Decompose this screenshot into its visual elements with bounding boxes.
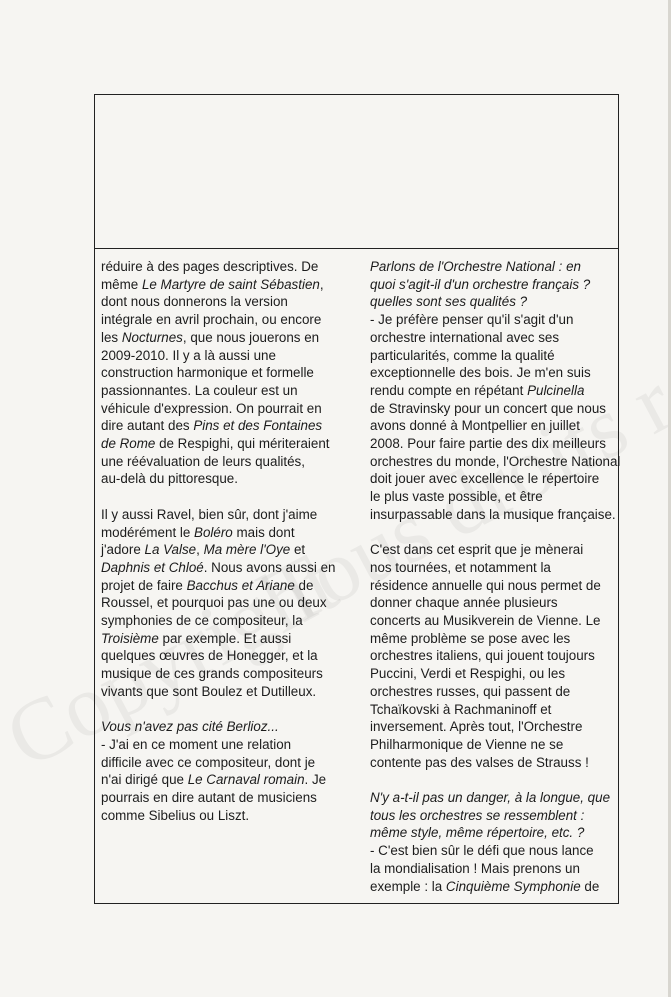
text: au-delà du pittoresque. [101, 471, 238, 487]
text: contente pas des valses de Strauss ! [370, 754, 589, 770]
text-line [370, 347, 620, 365]
text-line [101, 718, 351, 736]
italic-text: Ma mère l'Oye [203, 542, 291, 558]
text: n'ai dirigé que [101, 772, 188, 788]
text: insurpassable dans la musique française. [370, 506, 616, 522]
text: de Stravinsky pour un concert que nous [370, 400, 606, 416]
text-line [101, 382, 351, 400]
italic-text: Vous n'avez pas cité Berlioz... [101, 719, 279, 735]
text-line [370, 630, 620, 648]
text-line [101, 400, 351, 418]
text-line [101, 683, 351, 701]
text-line [370, 276, 620, 294]
italic-text: Bacchus et Ariane [186, 577, 295, 593]
text-line [101, 807, 351, 825]
text-line [370, 311, 620, 329]
text-line [101, 612, 351, 630]
text: rendu compte en répétant [370, 382, 528, 398]
text-line [370, 364, 620, 382]
italic-text: Pins et des Fontaines [193, 418, 323, 434]
text-line [370, 736, 620, 754]
text: 2009-2010. Il y a là aussi une [101, 347, 276, 363]
italic-text: quoi s'agit-il d'un orchestre français ? [370, 276, 591, 292]
italic-text: même style, même répertoire, etc. ? [370, 825, 585, 841]
text-line [370, 647, 620, 665]
text-line [101, 647, 351, 665]
text: passionnantes. La couleur est un [101, 382, 298, 398]
italic-text: tous les orchestres se ressemblent : [370, 807, 585, 823]
text-line [370, 878, 620, 896]
text-line [370, 506, 620, 524]
text: mais dont [232, 524, 295, 540]
text-line [370, 400, 620, 418]
italic-text: de Rome [101, 436, 156, 452]
text-line [101, 736, 351, 754]
text-line [101, 417, 351, 435]
text-line [101, 329, 351, 347]
text-line [370, 842, 620, 860]
text: C'est dans cet esprit que je mènerai [370, 542, 584, 558]
paragraph [370, 789, 620, 895]
italic-text: N'y a-t-il pas un danger, à la longue, que [370, 790, 611, 806]
italic-text: Daphnis et Chloé [101, 559, 204, 575]
text-line [370, 470, 620, 488]
paragraph [101, 258, 351, 488]
text: construction harmonique et formelle [101, 365, 314, 381]
text-line [101, 293, 351, 311]
text: Tchaïkovski à Rachmaninoff et [370, 701, 552, 717]
text: les [101, 329, 122, 345]
text-line [101, 577, 351, 595]
italic-text: Boléro [194, 524, 233, 540]
text: par exemple. Et aussi [158, 630, 292, 646]
text-line [101, 347, 351, 365]
text-line [370, 541, 620, 559]
text-line [101, 276, 351, 294]
text-line [370, 577, 620, 595]
text: modérément le [101, 524, 195, 540]
text: orchestres russes, qui passent de [370, 683, 571, 699]
text: nos tournées, et notamment la [370, 559, 551, 575]
image-placeholder-box [95, 95, 618, 249]
text: de Respighi, qui mériteraient [155, 436, 330, 452]
text: Puccini, Verdi et Respighi, ou les [370, 666, 566, 682]
text: de [294, 577, 314, 593]
text: musique de ces grands compositeurs [101, 666, 323, 682]
text: résidence annuelle qui nous permet de [370, 577, 601, 593]
text-line [370, 488, 620, 506]
text: réduire à des pages descriptives. De [101, 259, 319, 274]
italic-text: Le Martyre de saint Sébastien [141, 276, 320, 292]
text-line [101, 630, 351, 648]
text-line [101, 506, 351, 524]
text-line [370, 807, 620, 825]
text: symphonies de ce compositeur, la [101, 613, 303, 629]
text: projet de faire [101, 577, 187, 593]
text: , [319, 276, 324, 292]
text-line [101, 771, 351, 789]
right-text-column [370, 258, 620, 913]
text: et [290, 542, 306, 558]
text-line [101, 541, 351, 559]
text-line [370, 417, 620, 435]
text-line [101, 789, 351, 807]
text-line [101, 311, 351, 329]
text: orchestres du monde, l'Orchestre National [370, 453, 621, 469]
text: pourrais en dire autant de musiciens [101, 790, 317, 806]
text-line [370, 435, 620, 453]
text: exceptionnelle des bois. Je m'en suis [370, 365, 591, 381]
text-line [370, 329, 620, 347]
text-line [101, 754, 351, 772]
text: donner chaque année plusieurs [370, 595, 558, 611]
text: orchestres italiens, qui jouent toujours [370, 648, 595, 664]
text: une réévaluation de leurs qualités, [101, 453, 305, 469]
italic-text: La Valse [144, 542, 197, 558]
italic-text: Troisième [101, 630, 159, 646]
text: - Je préfère penser qu'il s'agit d'un [370, 312, 574, 328]
text: Roussel, et pourquoi pas une ou deux [101, 595, 327, 611]
text: de [580, 878, 600, 894]
text: . Nous avons aussi en [203, 559, 336, 575]
text: véhicule d'expression. On pourrait en [101, 400, 322, 416]
text: Il y aussi Ravel, bien sûr, dont j'aime [101, 506, 318, 522]
paragraph [101, 718, 351, 824]
paragraph [370, 258, 620, 524]
text-line [101, 364, 351, 382]
text-line [101, 524, 351, 542]
text: - J'ai en ce moment une relation [101, 736, 292, 752]
text-line [370, 293, 620, 311]
text: concerts au Musikverein de Vienne. Le [370, 613, 601, 629]
italic-text: quelles sont ses qualités ? [370, 294, 528, 310]
text-line [370, 860, 620, 878]
text: Philharmonique de Vienne ne se [370, 736, 564, 752]
italic-text: Le Carnaval romain [187, 772, 305, 788]
text-line [101, 435, 351, 453]
text: même problème se pose avec les [370, 630, 571, 646]
text-line [370, 453, 620, 471]
text-line [370, 718, 620, 736]
text: , que nous jouerons en [182, 329, 320, 345]
text: même [101, 276, 142, 292]
text: comme Sibelius ou Liszt. [101, 807, 250, 823]
text: j'adore [101, 542, 145, 558]
text: inversement. Après tout, l'Orchestre [370, 719, 583, 735]
text-line [101, 470, 351, 488]
text: avons donné à Montpellier en juillet [370, 418, 580, 434]
text: vivants que sont Boulez et Dutilleux. [101, 683, 317, 699]
text: le plus vaste possible, et être [370, 489, 543, 505]
left-text-column [101, 258, 351, 842]
text: . Je [304, 772, 327, 788]
text-line [370, 258, 620, 276]
text: , [196, 542, 204, 558]
text: dire autant des [101, 418, 194, 434]
text: la mondialisation ! Mais prenons un [370, 860, 580, 876]
text-line [370, 683, 620, 701]
text-line [370, 701, 620, 719]
text: 2008. Pour faire partie des dix meilleurs [370, 436, 606, 452]
text: quelques œuvres de Honegger, et la [101, 648, 318, 664]
paragraph [101, 506, 351, 701]
text: particularités, comme la qualité [370, 347, 555, 363]
text: difficile avec ce compositeur, dont je [101, 754, 316, 770]
italic-text: Parlons de l'Orchestre National : en [370, 259, 581, 274]
text: doit jouer avec excellence le répertoire [370, 471, 600, 487]
text-line [101, 453, 351, 471]
text: intégrale en avril prochain, ou encore [101, 312, 322, 328]
text: - C'est bien sûr le défi que nous lance [370, 843, 594, 859]
italic-text: Pulcinella [527, 382, 585, 398]
text-line [370, 665, 620, 683]
text-line [101, 258, 351, 276]
text-line [370, 789, 620, 807]
text-line [370, 612, 620, 630]
text-line [370, 382, 620, 400]
text: exemple : la [370, 878, 446, 894]
text-line [101, 665, 351, 683]
text-line [101, 559, 351, 577]
text: orchestre international avec ses [370, 329, 560, 345]
text-line [101, 594, 351, 612]
paragraph [370, 541, 620, 771]
text-line [370, 824, 620, 842]
text: dont nous donnerons la version [101, 294, 288, 310]
italic-text: Cinquième Symphonie [445, 878, 581, 894]
italic-text: Nocturnes [121, 329, 183, 345]
text-line [370, 559, 620, 577]
text-line [370, 754, 620, 772]
text-line [370, 594, 620, 612]
